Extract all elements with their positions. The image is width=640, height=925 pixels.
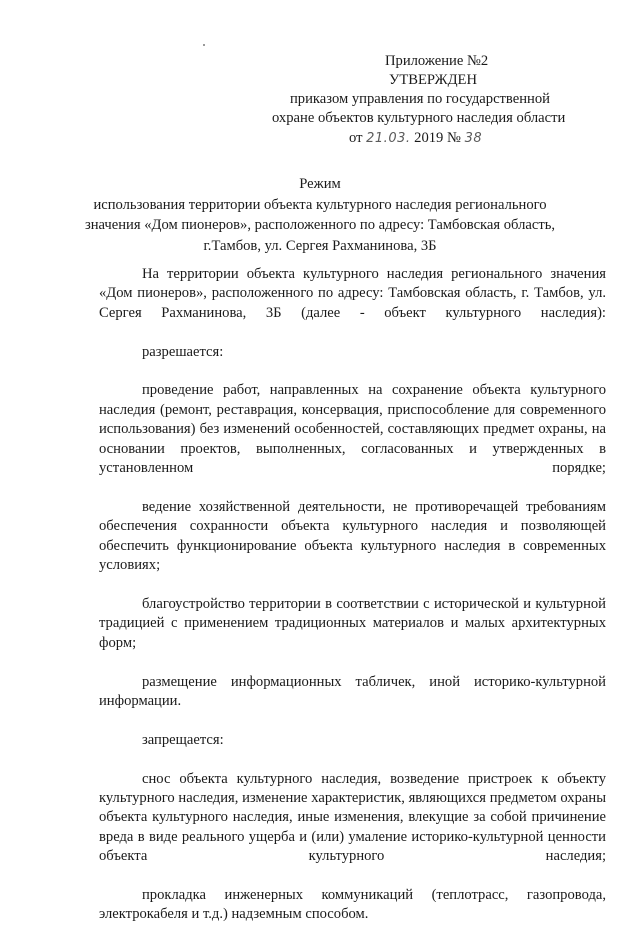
- forbidden-label: запрещается:: [142, 731, 224, 748]
- forbidden-item-text: прокладка инженерных коммуникаций (теплотрасс, газопровода, электрокабеля и т.д.) надземным способом.: [99, 887, 606, 923]
- order-year: 2019: [414, 130, 444, 146]
- document-title: [0, 174, 640, 256]
- allowed-item: [99, 595, 606, 673]
- scan-speck: [203, 44, 205, 46]
- forbidden-item: [99, 770, 606, 886]
- title-line-1: использования территории объекта культурного наследия регионального: [93, 196, 547, 213]
- allowed-label: разрешается:: [142, 343, 224, 360]
- appendix-label: Приложение №2: [385, 53, 489, 69]
- allowed-item-text: благоустройство территории в соответствии с исторической и культурной традицией с применением традиционных материалов и малых архитектурных форм;: [99, 595, 606, 651]
- order-date-line: [349, 129, 482, 149]
- date-prefix: от: [349, 130, 363, 146]
- number-label: №: [447, 130, 461, 146]
- order-line-2: охране объектов культурного наследия области: [272, 110, 566, 126]
- allowed-item-text: проведение работ, направленных на сохранение объекта культурного наследия (ремонт, реставрация, консервация, приспособление для современного использования) без изменений особенностей, составляющих предмет охраны, на основании проектов, выполненных, согласованных и утвержденных в установленном порядке;: [99, 382, 606, 477]
- order-line-1: приказом управления по государственной: [290, 91, 550, 107]
- handwritten-number: 38: [464, 131, 483, 146]
- title-line-2: значения «Дом пионеров», расположенного по адресу: Тамбовская область,: [84, 217, 556, 233]
- title-heading: Режим: [299, 176, 341, 192]
- allowed-item-text: размещение информационных табличек, иной историко-культурной информации.: [99, 673, 606, 709]
- allowed-item: [99, 498, 606, 595]
- document-body: [99, 265, 606, 925]
- title-line-3: г.Тамбов, ул. Сергея Рахманинова, 3Б: [203, 237, 437, 254]
- intro-text: На территории объекта культурного наследия регионального значения «Дом пионеров», расположенного по адресу: Тамбовская область, г. Тамбов, ул. Сергея Рахманинова, 3Б (далее - объект культурного наследия):: [99, 266, 606, 321]
- forbidden-item: [99, 886, 606, 925]
- handwritten-date: 21.03.: [366, 131, 411, 146]
- allowed-item: [99, 673, 606, 731]
- intro-paragraph: [99, 265, 606, 343]
- allowed-item: [99, 381, 606, 497]
- approved-label: УТВЕРЖДЕН: [389, 72, 477, 88]
- allowed-item-text: ведение хозяйственной деятельности, не противоречащей требованиям обеспечения сохранности объекта культурного наследия и позволяющей обеспечить функционирование объекта культурного наследия в современных условиях;: [99, 498, 606, 574]
- forbidden-item-text: снос объекта культурного наследия, возведение пристроек к объекту культурного наследия, изменение характеристик, являющихся предметом охраны объекта культурного наследия, иные изменения, влекущие за собой причинение вреда в виде реального ущерба и (или) умаление историко-культурной ценности объекта культурного наследия;: [99, 770, 606, 865]
